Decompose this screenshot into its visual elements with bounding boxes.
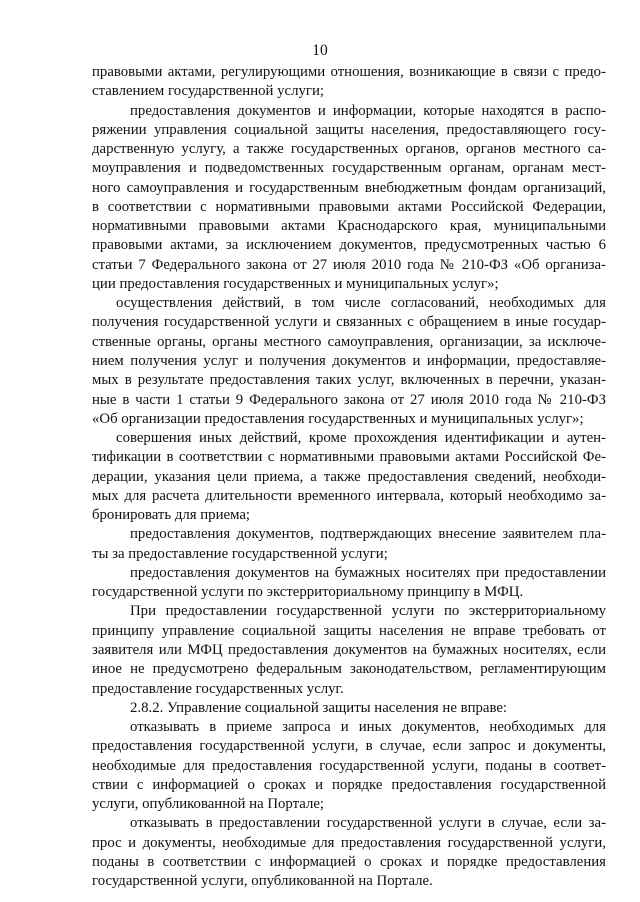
text-line: ствии с информацией о сроках и порядке предоставления государственной <box>92 776 606 793</box>
text-line: дарственную услугу, а также государственных органов, органов местного са- <box>92 141 606 158</box>
text-line: статьи 7 Федерального закона от 27 июля 2010 года № 210-ФЗ «Об организа- <box>92 256 606 273</box>
text-line: поданы в соответствии с информацией о сроках и порядке предоставления <box>92 853 606 870</box>
text-line: мых для расчета длительности временного интервала, который необходимо за- <box>92 487 606 504</box>
text-line: отказывать в приеме запроса и иных документов, необходимых для <box>130 719 606 736</box>
text-line: осуществления действий, в том числе согласований, необходимых для <box>116 295 606 312</box>
text-line: государственной услуги, опубликованной на Портале. <box>92 873 433 890</box>
text-line: дерации, указания цели приема, а также предоставления сведений, необходи- <box>92 468 606 485</box>
text-line: ного самоуправления и государственным внебюджетным фондам организаций, <box>92 179 606 196</box>
text-line: ные в части 1 статьи 9 Федерального закона от 27 июля 2010 года № 210-ФЗ <box>92 391 606 408</box>
text-line: правовыми актами, регулирующими отношения, возникающие в связи с предо- <box>92 64 606 80</box>
text-line: необходимые для предоставления государственной услуги, поданы в соответ- <box>92 757 606 774</box>
text-line: ции предоставления государственных и муниципальных услуг»; <box>92 275 499 292</box>
document-body <box>92 63 606 891</box>
text-line: заявителя или МФЦ предоставления документов на бумажных носителях, если <box>92 641 606 658</box>
text-line: совершения иных действий, кроме прохождения идентификации и аутен- <box>116 430 606 447</box>
text-line: бронировать для приема; <box>92 507 251 524</box>
text-line: в соответствии с нормативными правовыми актами Российской Федерации, <box>92 198 606 215</box>
text-line: предоставления документов, подтверждающих внесение заявителем пла- <box>130 526 606 543</box>
text-line: ставлением государственной услуги; <box>92 83 324 100</box>
text-line: ты за предоставление государственной услуги; <box>92 545 388 562</box>
text-line: При предоставлении государственной услуги по экстерриториальному <box>130 603 606 620</box>
text-line: правовыми актами, за исключением документов, предусмотренных частью 6 <box>92 237 606 254</box>
text-line: нормативными правовыми актами Краснодарского края, муниципальными <box>92 218 606 235</box>
text-line: отказывать в предоставлении государственной услуги в случае, если за- <box>130 815 606 832</box>
text-line: предоставления государственной услуги, в случае, если запрос и документы, <box>92 738 606 755</box>
text-line: принципу управление социальной защиты населения не вправе требовать от <box>92 622 606 639</box>
text-line: тификации в соответствии с нормативными правовыми актами Российской Фе- <box>92 449 606 466</box>
text-line: моуправления и подведомственных государственным органам, органам мест- <box>92 160 606 177</box>
text-line: предоставления документов на бумажных носителях при предоставлении <box>130 564 606 581</box>
text-line: 2.8.2. Управление социальной защиты населения не вправе: <box>130 699 508 716</box>
text-line: иное не предусмотрено федеральным законодательством, регламентирующим <box>92 661 606 678</box>
page-number: 10 <box>312 42 328 59</box>
text-line: государственной услуги по экстерриториальному принципу в МФЦ. <box>92 584 524 601</box>
text-line: «Об организации предоставления государственных и муниципальных услуг»; <box>92 410 584 427</box>
text-line: прос и документы, необходимые для предоставления государственной услуги, <box>92 834 606 851</box>
text-line: услуги, опубликованной на Портале; <box>92 796 325 813</box>
text-line: нием получения услуг и получения документов и информации, предоставляе- <box>92 352 606 369</box>
text-line: мых в результате предоставления таких услуг, включенных в перечни, указан- <box>92 372 606 389</box>
text-line: получения государственной услуги и связанных с обращением в иные государ- <box>92 314 606 331</box>
text-line: ряжении управления социальной защиты населения, предоставляющего госу- <box>92 121 606 138</box>
text-line: предоставления документов и информации, которые находятся в распо- <box>130 102 606 119</box>
text-line: ственные органы, органы местного самоуправления, организации, за исключе- <box>92 333 606 350</box>
text-line: предоставление государственных услуг. <box>92 680 344 697</box>
